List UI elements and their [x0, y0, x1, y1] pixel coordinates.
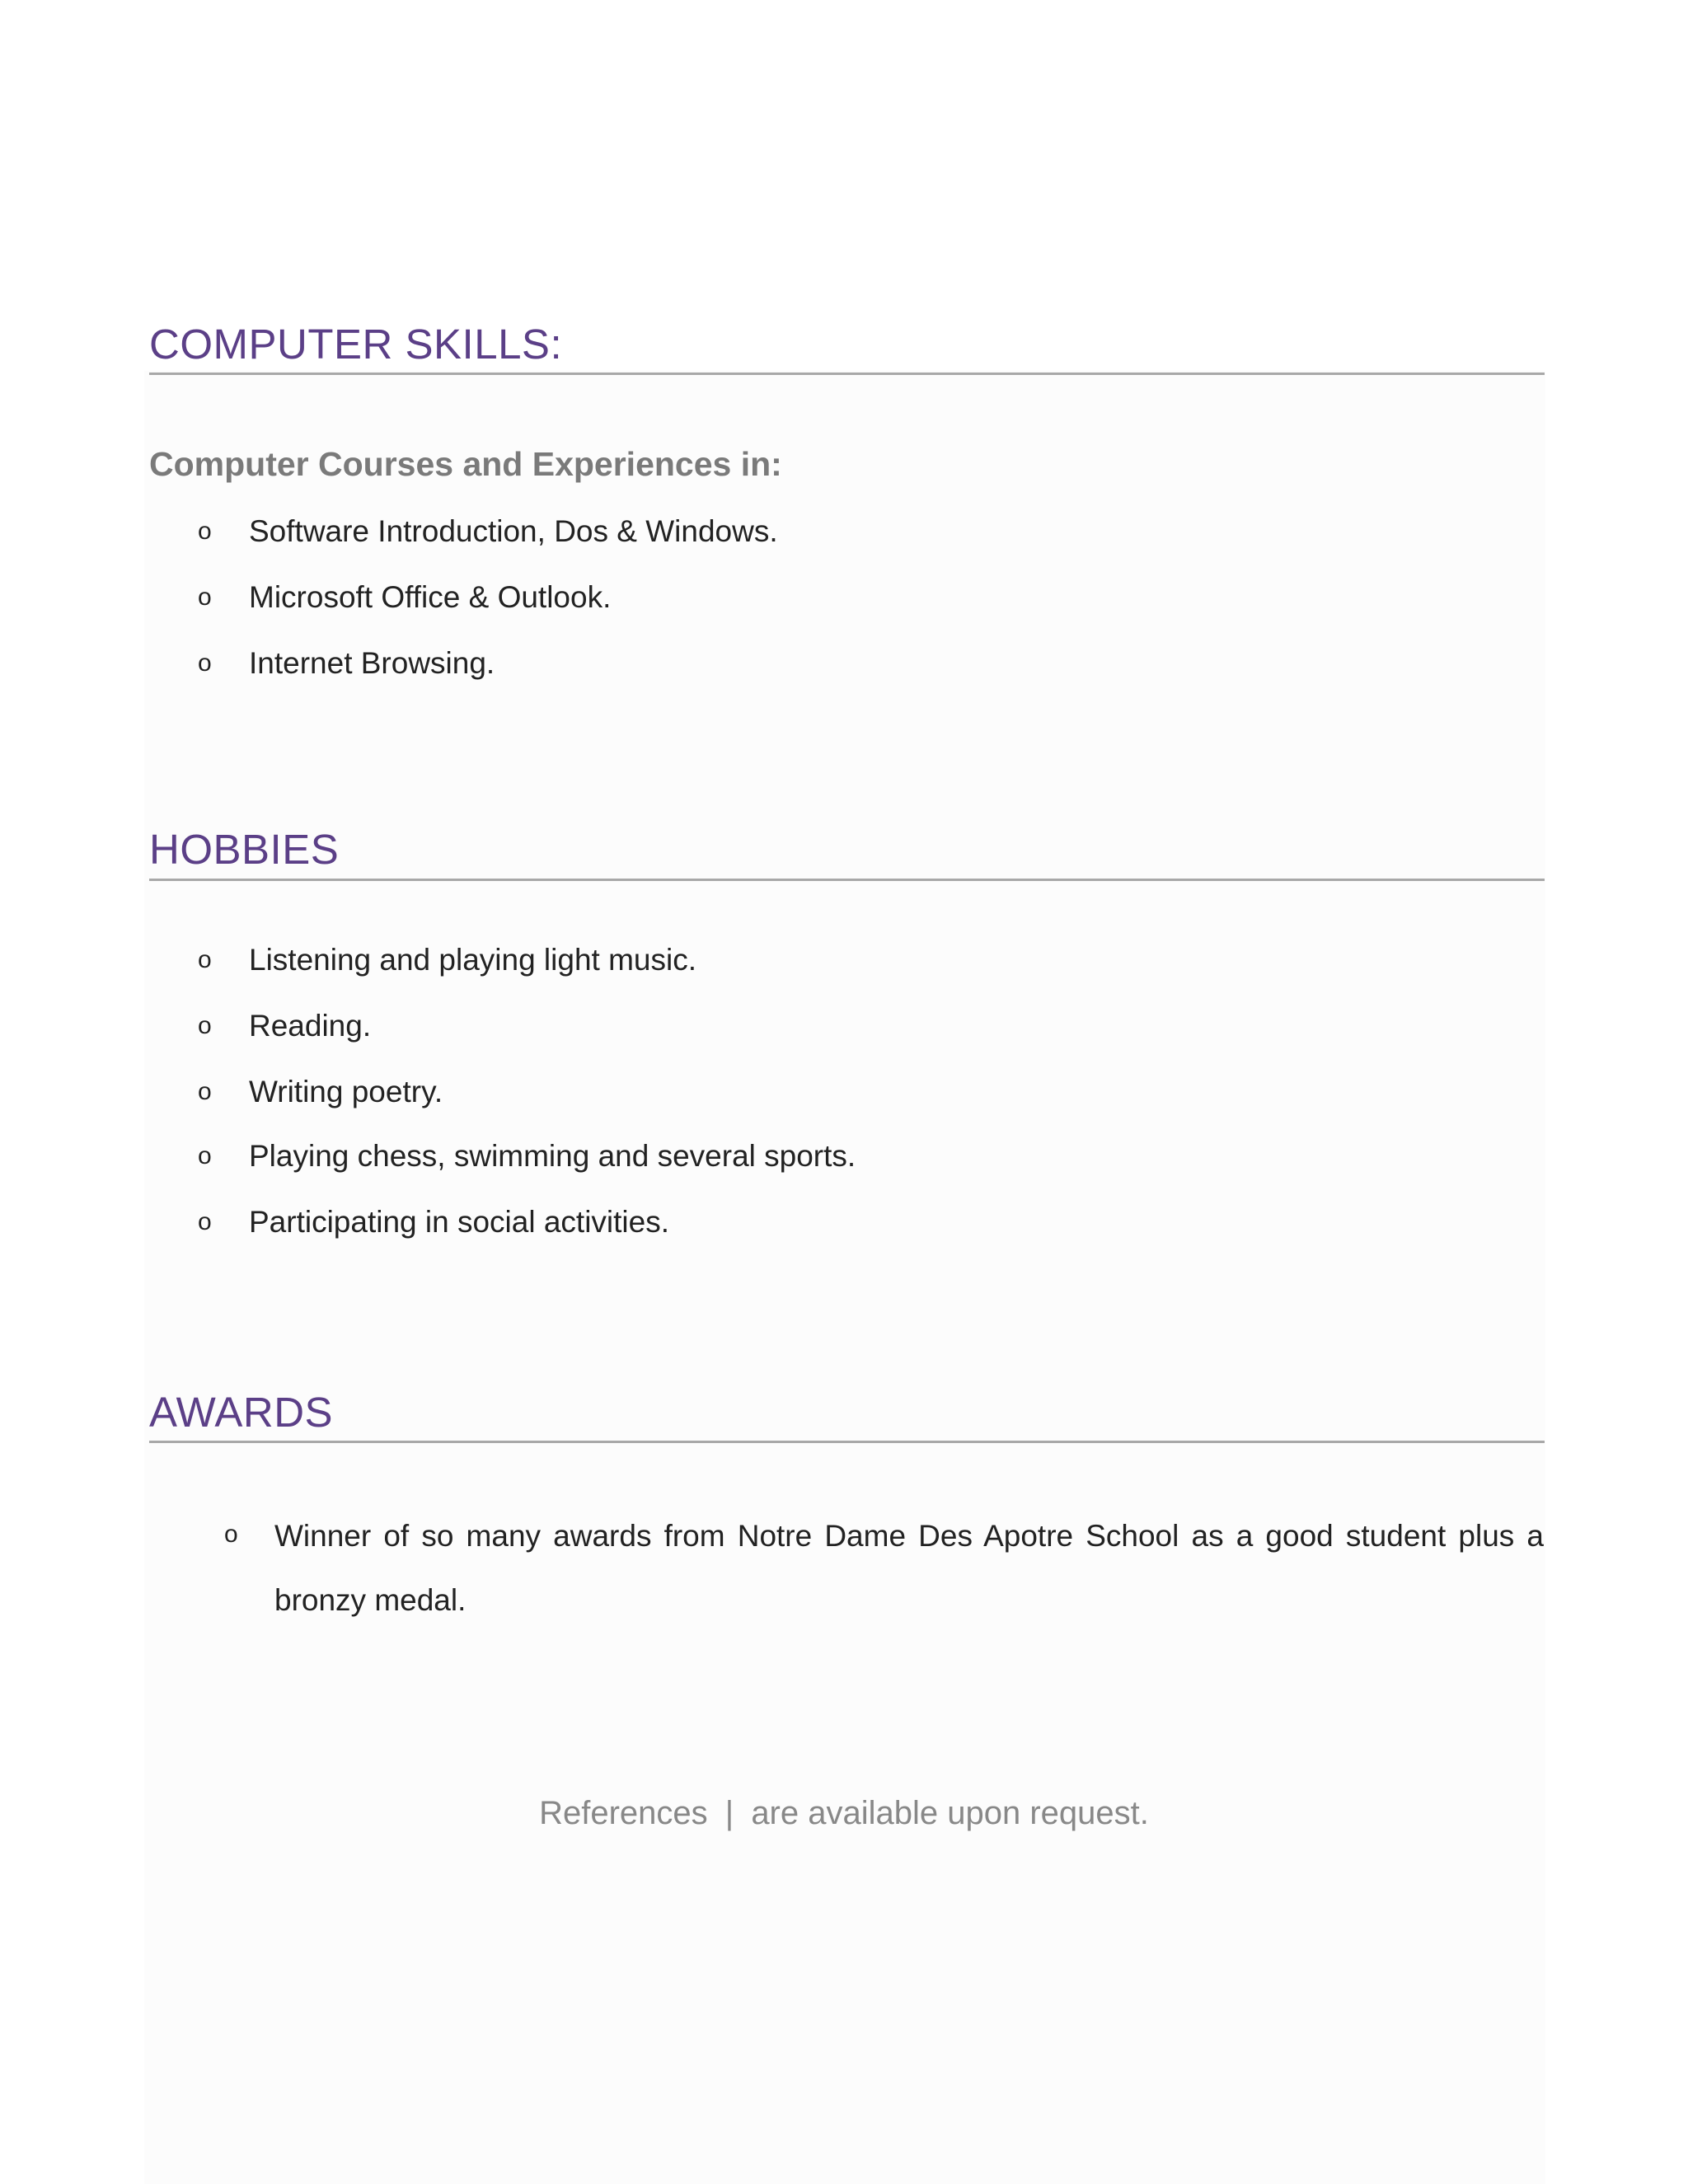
list-item-text: Software Introduction, Dos & Windows. [249, 514, 778, 548]
bullet-icon: o [198, 946, 212, 973]
bullet-icon: o [198, 583, 212, 611]
list-item-text: Winner of so many awards from Notre Dame Des Apotre School as a good student plus a bronzy medal. [274, 1519, 1544, 1617]
references-text: are available upon request. [751, 1795, 1149, 1831]
section-divider [149, 879, 1545, 881]
list-item-text: Participating in social activities. [249, 1205, 669, 1239]
section-title-awards: AWARDS [149, 1389, 334, 1436]
bullet-icon: o [198, 1208, 212, 1235]
bullet-icon: o [198, 1078, 212, 1105]
section-divider [149, 373, 1545, 375]
computer-courses-subheading: Computer Courses and Experiences in: [149, 445, 782, 483]
section-title-computer-skills: COMPUTER SKILLS: [149, 321, 563, 368]
list-item-text: Reading. [249, 1009, 372, 1043]
bullet-icon: o [198, 1012, 212, 1039]
bullet-icon: o [224, 1521, 238, 1548]
list-item-text: Playing chess, swimming and several sports. [249, 1139, 856, 1173]
list-item-text: Listening and playing light music. [249, 943, 696, 977]
list-item-text: Writing poetry. [249, 1075, 443, 1108]
bullet-icon: o [198, 649, 212, 677]
list-item-text: Internet Browsing. [249, 646, 495, 680]
list-item-text: Microsoft Office & Outlook. [249, 580, 612, 614]
bullet-icon: o [198, 1142, 212, 1169]
references-separator: | [724, 1795, 734, 1831]
section-divider [149, 1441, 1545, 1443]
references-line [0, 1788, 1688, 1838]
section-title-hobbies: HOBBIES [149, 826, 340, 873]
bullet-icon: o [198, 518, 212, 545]
references-label: References [539, 1795, 708, 1831]
